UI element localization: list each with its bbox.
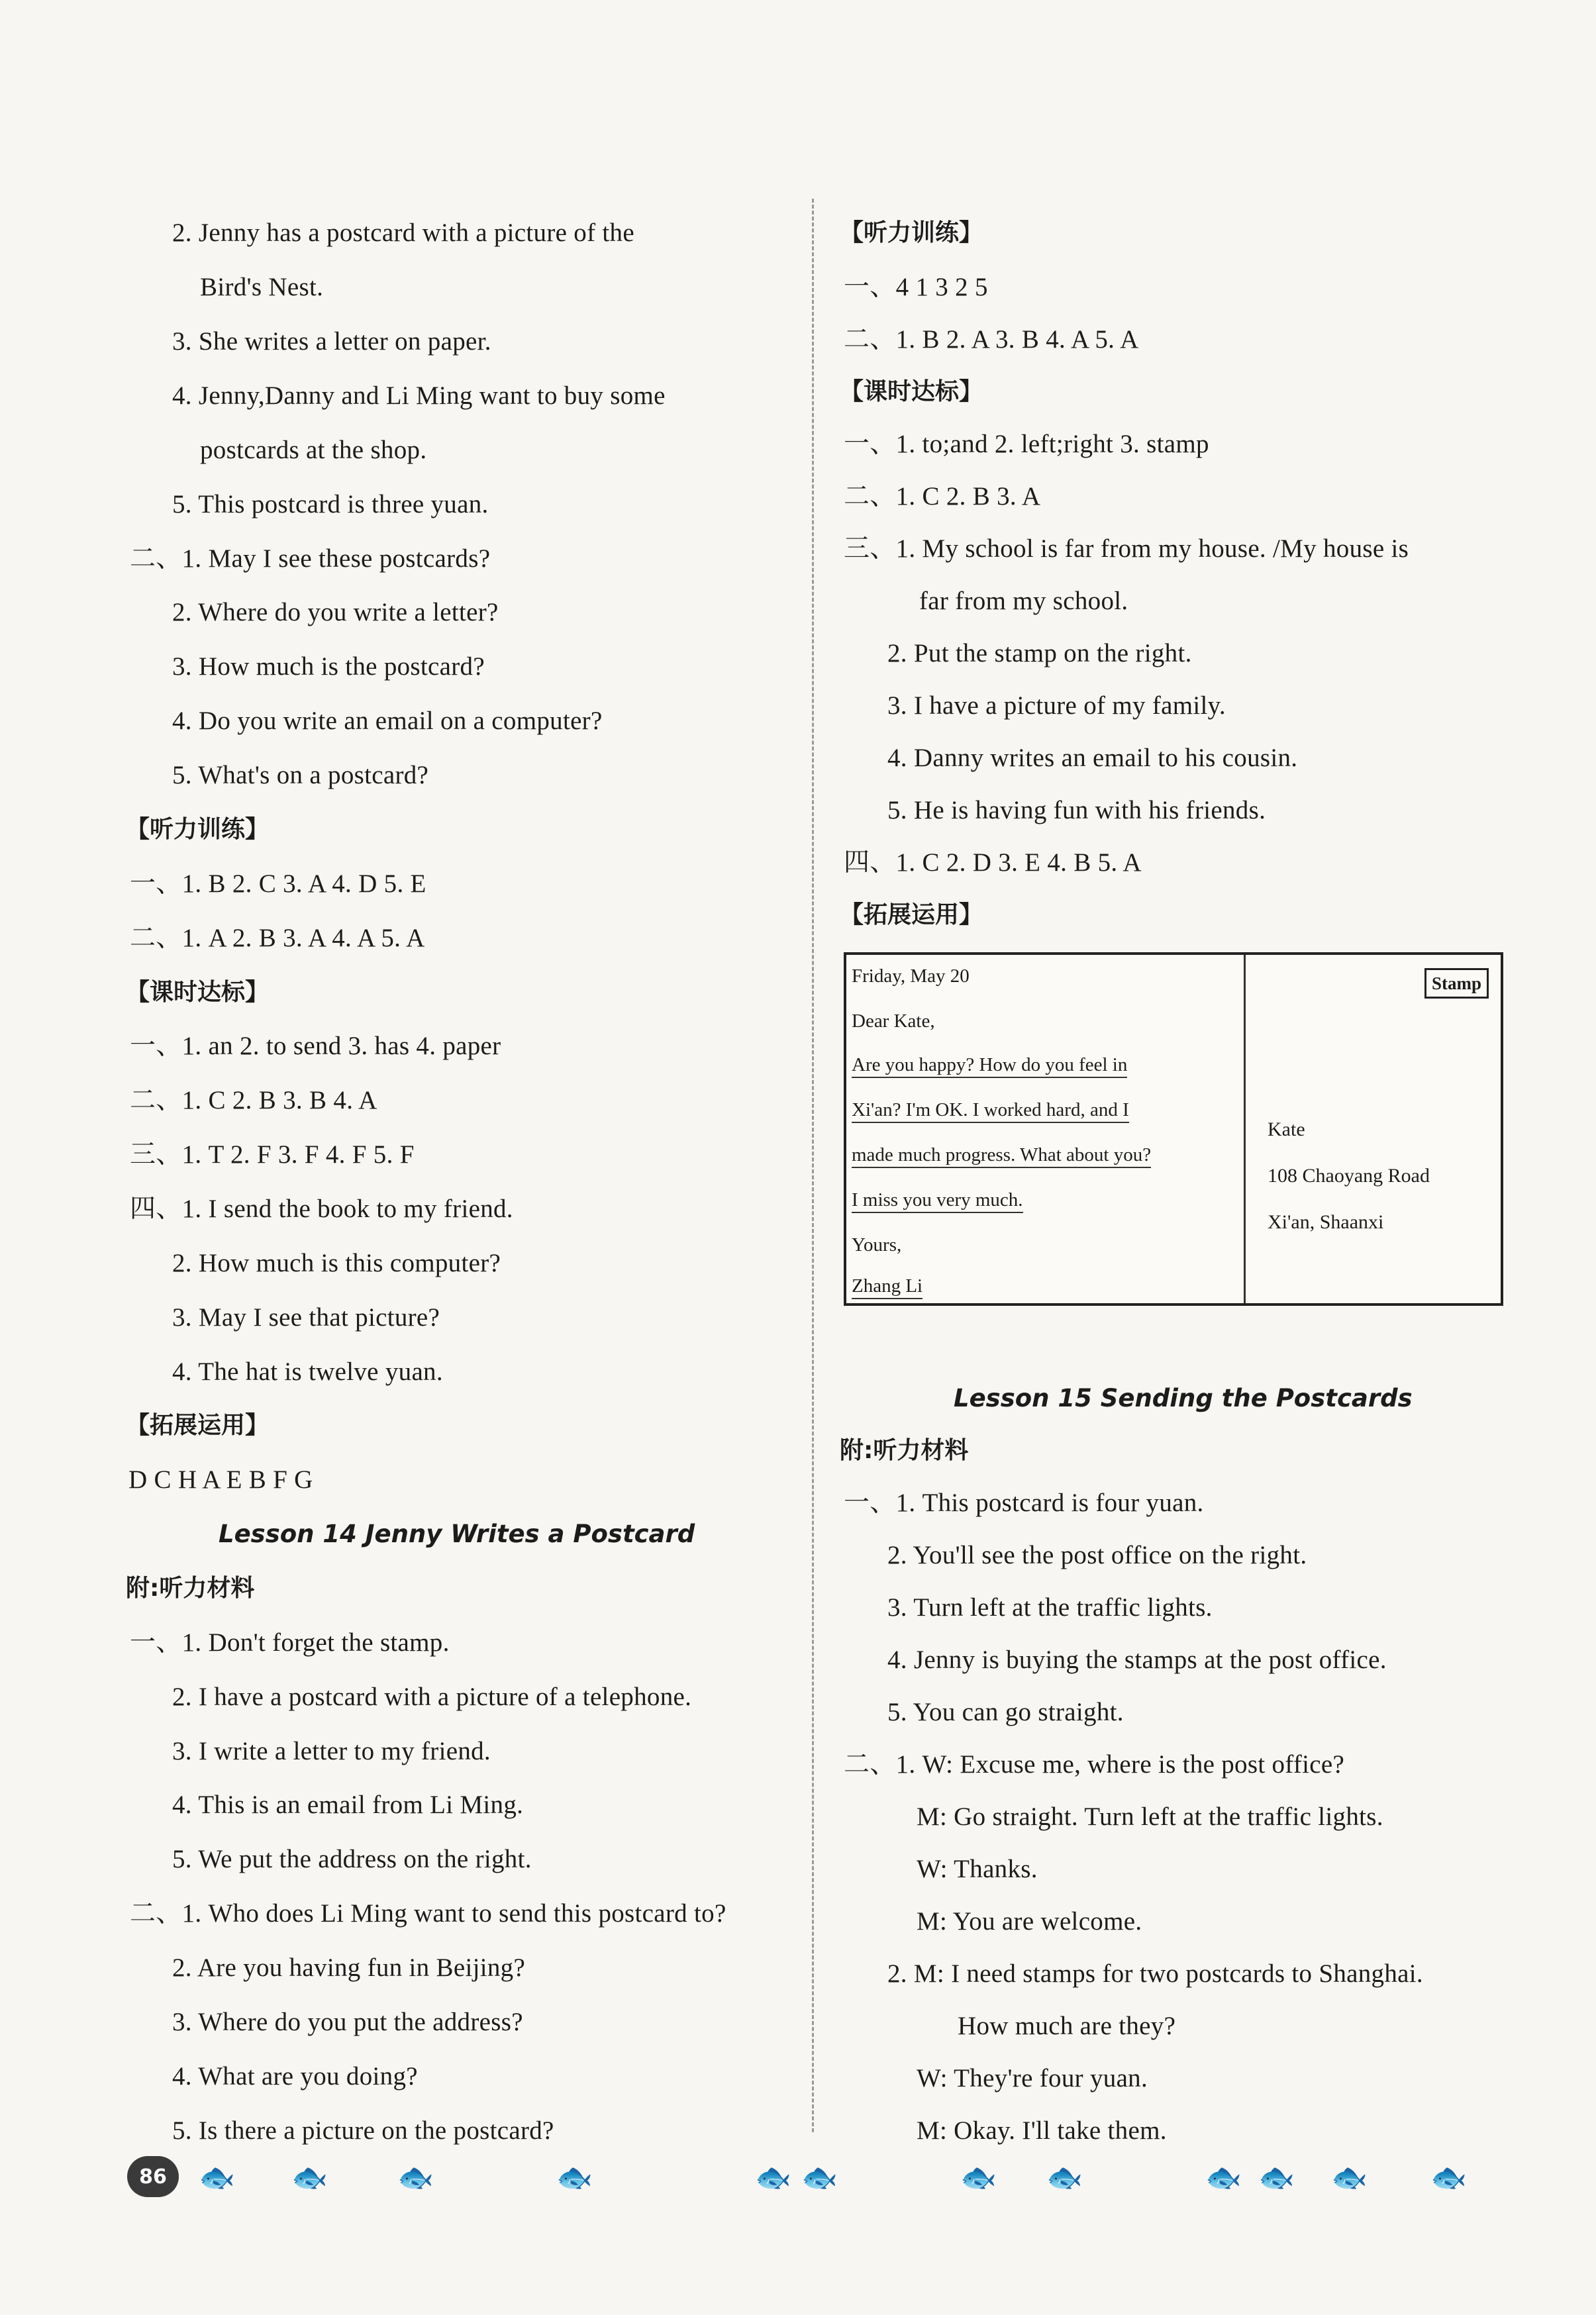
postcard-greeting: Dear Kate, <box>852 1010 935 1032</box>
text-line: 四、1. I send the book to my friend. <box>130 1195 513 1223</box>
answer-line: 二、1. C 2. B 3. A <box>844 482 1041 511</box>
postcard-message-text: made much progress. What about you? <box>852 1144 1151 1168</box>
text-line: 2. Are you having fun in Beijing? <box>172 1953 526 1982</box>
lesson-title: Lesson 14 Jenny Writes a Postcard <box>219 1520 695 1548</box>
fish-icon: 🐟 <box>960 2161 997 2194</box>
text-line: 4. Jenny,Danny and Li Ming want to buy some <box>172 381 666 410</box>
text-line: 4. The hat is twelve yuan. <box>172 1357 443 1386</box>
fish-icon: 🐟 <box>755 2161 791 2194</box>
postcard-address-street: 108 Chaoyang Road <box>1268 1165 1430 1187</box>
fish-icon: 🐟 <box>397 2161 434 2194</box>
postcard-message-text: Are you happy? How do you feel in <box>852 1054 1127 1078</box>
answer-line: 一、4 1 3 2 5 <box>844 273 988 301</box>
text-line: 4. What are you doing? <box>172 2062 418 2091</box>
text-line: 5. This postcard is three yuan. <box>172 490 489 518</box>
dialogue-line: 二、1. W: Excuse me, where is the post office? <box>844 1750 1345 1779</box>
fish-icon: 🐟 <box>291 2161 328 2194</box>
text-line: 3. I write a letter to my friend. <box>172 1737 491 1765</box>
fish-icon: 🐟 <box>1258 2161 1295 2194</box>
text-line: 3. She writes a letter on paper. <box>172 327 491 356</box>
page-number: 86 <box>127 2156 179 2197</box>
postcard-divider <box>1244 955 1246 1303</box>
answer-line: 三、1. T 2. F 3. F 4. F 5. F <box>130 1140 415 1169</box>
text-line: 2. Put the stamp on the right. <box>887 639 1192 667</box>
fish-icon: 🐟 <box>1430 2161 1467 2194</box>
answer-line: 二、1. A 2. B 3. A 4. A 5. A <box>130 924 425 952</box>
postcard-address-city: Xi'an, Shaanxi <box>1268 1211 1384 1233</box>
postcard-message-line <box>852 1052 1127 1078</box>
dialogue-line: M: You are welcome. <box>917 1907 1142 1936</box>
answer-line: 二、1. B 2. A 3. B 4. A 5. A <box>844 325 1139 354</box>
section-heading: 【课时达标】 <box>126 979 270 1006</box>
text-line: 4. This is an email from Li Ming. <box>172 1791 524 1819</box>
text-line: postcards at the shop. <box>200 436 427 464</box>
section-heading: 【课时达标】 <box>840 378 983 405</box>
text-line: Bird's Nest. <box>200 273 324 301</box>
text-line: 二、1. Who does Li Ming want to send this postcard to? <box>130 1899 726 1928</box>
postcard-message-text: I miss you very much. <box>852 1189 1023 1213</box>
text-line: 2. I have a postcard with a picture of a telephone. <box>172 1683 692 1711</box>
answer-line: 一、1. an 2. to send 3. has 4. paper <box>130 1032 501 1060</box>
text-line: 4. Do you write an email on a computer? <box>172 707 603 735</box>
text-line: far from my school. <box>919 587 1128 615</box>
text-line: 5. He is having fun with his friends. <box>887 796 1266 824</box>
dialogue-line: W: They're four yuan. <box>917 2064 1148 2093</box>
postcard-message-line <box>852 1187 1023 1213</box>
dialogue-line: M: Okay. I'll take them. <box>917 2116 1167 2145</box>
postcard-signature-line <box>852 1273 923 1299</box>
postcard-date: Friday, May 20 <box>852 965 970 987</box>
text-line: 3. I have a picture of my family. <box>887 691 1226 720</box>
answer-line: 二、1. C 2. B 3. B 4. A <box>130 1086 377 1114</box>
answer-line: D C H A E B F G <box>128 1465 313 1494</box>
dialogue-line: 2. M: I need stamps for two postcards to Shanghai. <box>887 1959 1423 1988</box>
text-line: 2. How much is this computer? <box>172 1249 501 1277</box>
postcard-message-text: Xi'an? I'm OK. I worked hard, and I <box>852 1099 1129 1123</box>
postcard-address-name: Kate <box>1268 1118 1305 1140</box>
answer-line: 四、1. C 2. D 3. E 4. B 5. A <box>844 848 1142 877</box>
answer-line: 一、1. B 2. C 3. A 4. D 5. E <box>130 869 426 898</box>
text-line: 4. Danny writes an email to his cousin. <box>887 744 1298 772</box>
text-line: 2. Where do you write a letter? <box>172 598 499 626</box>
column-divider <box>812 199 814 2132</box>
dialogue-line: How much are they? <box>958 2012 1176 2040</box>
postcard-closing: Yours, <box>852 1234 902 1256</box>
text-line: 5. We put the address on the right. <box>172 1845 532 1873</box>
text-line: 5. Is there a picture on the postcard? <box>172 2116 554 2145</box>
text-line: 2. Jenny has a postcard with a picture of the <box>172 219 634 247</box>
section-heading: 附:听力材料 <box>126 1575 255 1602</box>
section-heading: 【听力训练】 <box>840 219 983 246</box>
text-line: 一、1. Don't forget the stamp. <box>130 1628 450 1657</box>
text-line: 5. What's on a postcard? <box>172 761 429 789</box>
fish-icon: 🐟 <box>1046 2161 1083 2194</box>
text-line: 3. How much is the postcard? <box>172 652 485 681</box>
text-line: 二、1. May I see these postcards? <box>130 544 491 573</box>
text-line: 2. You'll see the post office on the right. <box>887 1541 1307 1569</box>
fish-icon: 🐟 <box>801 2161 838 2194</box>
postcard-message-line <box>852 1142 1151 1168</box>
dialogue-line: M: Go straight. Turn left at the traffic lights. <box>917 1802 1383 1831</box>
section-heading: 【拓展运用】 <box>126 1412 270 1439</box>
section-heading: 【拓展运用】 <box>840 901 983 928</box>
answer-line: 一、1. to;and 2. left;right 3. stamp <box>844 430 1209 458</box>
text-line: 3. Where do you put the address? <box>172 2008 523 2036</box>
section-heading: 附:听力材料 <box>840 1437 969 1464</box>
text-line: 3. May I see that picture? <box>172 1303 440 1332</box>
postcard-signature: Zhang Li <box>852 1275 923 1299</box>
section-heading: 【听力训练】 <box>126 816 270 843</box>
fish-icon: 🐟 <box>199 2161 235 2194</box>
postcard-message-line <box>852 1097 1129 1123</box>
text-line: 5. You can go straight. <box>887 1698 1124 1726</box>
stamp-box: Stamp <box>1424 968 1489 999</box>
text-line: 三、1. My school is far from my house. /My house is <box>844 534 1409 563</box>
text-line: 4. Jenny is buying the stamps at the post office. <box>887 1646 1387 1674</box>
text-line: 3. Turn left at the traffic lights. <box>887 1593 1213 1622</box>
fish-icon: 🐟 <box>1331 2161 1368 2194</box>
text-line: 一、1. This postcard is four yuan. <box>844 1489 1204 1517</box>
fish-icon: 🐟 <box>556 2161 593 2194</box>
dialogue-line: W: Thanks. <box>917 1855 1038 1883</box>
fish-icon: 🐟 <box>1205 2161 1242 2194</box>
lesson-title: Lesson 15 Sending the Postcards <box>954 1384 1413 1412</box>
postcard <box>844 952 1503 1306</box>
